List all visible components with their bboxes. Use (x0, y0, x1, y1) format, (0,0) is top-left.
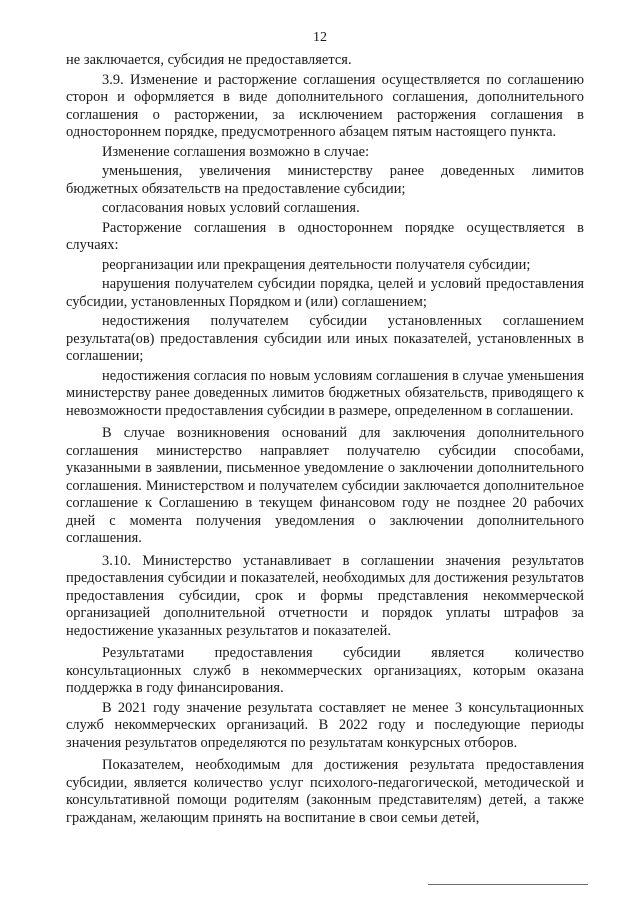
paragraph-reorganization: реорганизации или прекращения деятельности получателя субсидии; (102, 256, 531, 273)
paragraph-results: Результатами предоставления субсидии является количество консультационных служб в некоммерческих организациях, которым оказана поддержка в году финансирования. (66, 645, 584, 696)
paragraph-non-achievement: недостижения получателем субсидии установленных соглашением результата(ов) предоставления субсидии или иных показателей, установленных в соглашении; (66, 313, 584, 364)
paragraph-additional-agreement: В случае возникновения оснований для заключения дополнительного соглашения министерство направляет получателю субсидии способами, указанными в заявлении, письменное уведомление о заключении дополнительного соглашения. Министерством и получателем субсидии заключается дополнительное соглашение к Соглашению в текущем финансовом году не позднее 20 рабочих дней с момента получения уведомления о заключении дополнительного соглашения. (66, 425, 584, 546)
paragraph-violation: нарушения получателем субсидии порядка, целей и условий предоставления субсидии, установленных Порядком и (или) соглашением; (66, 276, 584, 310)
paragraph-limits-change: уменьшения, увеличения министерству ранее доведенных лимитов бюджетных обязательств на предоставление субсидии; (66, 163, 584, 197)
paragraph-unilateral-termination: Расторжение соглашения в одностороннем порядке осуществляется в случаях: (66, 219, 584, 253)
paragraph-new-terms: согласования новых условий соглашения. (102, 200, 360, 216)
paragraph-3-9: 3.9. Изменение и расторжение соглашения осуществляется по соглашению сторон и оформляется в виде дополнительного соглашения, дополнительного соглашения о расторжении, за исключением расторжения соглашения в одностороннем порядке, предусмотренного абзацем пятым настоящего пункта. (66, 71, 584, 140)
page-number: 12 (313, 30, 327, 45)
footer-rule (428, 884, 588, 885)
paragraph-indicator: Показателем, необходимым для достижения результата предоставления субсидии, является количество услуг психолого-педагогической, методической и консультативной помощи родителям (законным представителям) детей, а также гражданам, желающим принять на воспитание в свои семьи детей, (66, 757, 584, 826)
paragraph-3-10: 3.10. Министерство устанавливает в соглашении значения результатов предоставления субсидии и показателей, необходимых для достижения результатов предоставления субсидии, срок и формы представления некоммерческой организацией дополнительной отчетности и порядок уплаты штрафов за недостижение указанных результатов и показателей. (66, 552, 584, 639)
paragraph-no-agreement: недостижения согласия по новым условиям соглашения в случае уменьшения министерству ранее доведенных лимитов бюджетных обязательств, приводящего к невозможности предоставления субсидии в размере, определенном в соглашении. (66, 367, 584, 419)
paragraph-2021-value: В 2021 году значение результата составляет не менее 3 консультационных служб некоммерческих организаций. В 2022 году и последующие периоды значения результатов определяются по результатам конкурсных отборов. (66, 699, 584, 751)
document-body (66, 52, 584, 827)
paragraph-continuation: не заключается, субсидия не предоставляется. (66, 52, 352, 68)
paragraph-amendment-cases: Изменение соглашения возможно в случае: (102, 143, 370, 160)
